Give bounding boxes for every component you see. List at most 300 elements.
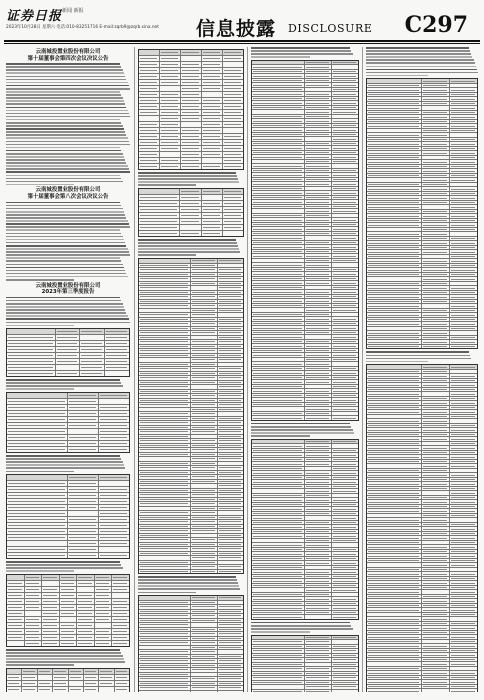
table-cell [332,471,358,475]
table-cell [25,605,43,610]
text-line [6,379,120,381]
table-cell [332,385,358,389]
table-cell [305,263,332,267]
table-cell [422,550,450,554]
table-cell [218,664,244,668]
table-cell [218,677,244,681]
table-cell [422,273,450,277]
table-cell [332,407,358,411]
table-cell [367,250,422,254]
table-cell [332,308,358,312]
table-cell [332,254,358,258]
table-cell [252,200,305,204]
table-cell [99,687,114,692]
text-line [6,254,130,256]
table-cell [422,509,450,513]
table-cell [305,467,332,471]
table-cell [139,525,191,529]
table-cell [139,363,191,367]
table-cell [450,428,477,432]
table-cell [139,547,191,551]
table-cell [367,689,422,692]
table-cell [115,681,129,686]
table-cell [68,393,99,398]
table-cell [105,359,129,364]
table-cell [305,588,332,592]
table-cell [191,309,218,313]
table-cell [69,687,84,692]
table-cell [305,516,332,520]
table-cell [218,623,244,627]
table-cell [60,611,78,616]
table-cell [7,669,22,674]
table-cell [305,200,332,204]
table-cell [139,493,191,497]
table-cell [252,133,305,137]
table-cell [160,92,181,97]
table-cell [191,480,218,484]
table-cell [367,138,422,142]
table-cell [367,500,422,504]
table-cell [191,336,218,340]
table-row [7,371,129,376]
table-cell [422,649,450,653]
table-cell [56,329,81,334]
table-cell [332,349,358,353]
text-line [6,306,124,308]
table-cell [332,376,358,380]
table-cell [422,617,450,621]
text-line [6,257,120,259]
text-line [6,175,120,177]
report-table-4 [6,574,130,647]
table-cell [56,335,81,340]
table-cell [181,164,202,169]
brand-tagline: 新闻 新报 [62,8,84,14]
table-cell [367,532,422,536]
table-cell [332,462,358,466]
table-cell [422,433,450,437]
table-cell [422,345,450,349]
table-cell [223,225,243,230]
table-cell [367,509,422,513]
table-cell [305,676,332,680]
table-cell [332,566,358,570]
table-cell [7,347,56,352]
table-cell [450,309,477,313]
table-cell [422,518,450,522]
table-cell [191,682,218,686]
table-cell [139,122,160,127]
table-cell [422,309,450,313]
table-cell [191,358,218,362]
table-cell [95,605,113,610]
table-cell [332,209,358,213]
table-cell [139,668,191,672]
table-cell [139,259,191,263]
table-cell [252,489,305,493]
table-cell [139,327,191,331]
table-cell [191,268,218,272]
table-cell [139,484,191,488]
table-cell [367,491,422,495]
table-cell [42,623,60,628]
table-cell [305,187,332,191]
text-line [6,664,74,666]
text-line [138,239,236,241]
table-cell [450,383,477,387]
balance-sheet-table-cont [138,595,244,692]
table-cell [56,347,81,352]
table-cell [60,617,78,622]
table-cell [305,218,332,222]
table-cell [7,675,22,680]
table-cell [367,318,422,322]
table-cell [332,561,358,565]
table-cell [367,169,422,173]
table-cell [191,340,218,344]
table-cell [252,597,305,601]
table-cell [68,399,99,404]
table-cell [367,102,422,106]
table-cell [7,353,56,358]
table-cell [202,146,223,151]
table-cell [80,359,105,364]
table-cell [160,80,181,85]
text-line [251,429,353,431]
table-cell [7,417,68,422]
table-cell [367,174,422,178]
table-cell [191,570,218,574]
table-cell [332,412,358,416]
table-cell [305,290,332,294]
text-line [6,63,120,65]
table-cell [252,358,305,362]
table-cell [139,207,180,212]
table-cell [422,120,450,124]
table-cell [422,210,450,214]
table-cell [332,299,358,303]
table-cell [181,158,202,163]
text-line [6,97,123,99]
table-cell [181,50,202,55]
table-cell [218,358,244,362]
text-line [6,233,121,235]
table-cell [450,644,477,648]
table-cell [332,115,358,119]
table-cell [252,557,305,561]
table-cell [218,264,244,268]
table-cell [422,295,450,299]
table-cell [99,487,129,492]
table-cell [139,140,160,145]
table-cell [139,277,191,281]
table-cell [191,511,218,515]
table-cell [252,340,305,344]
table-cell [105,353,129,358]
table-cell [202,201,223,206]
table-cell [450,124,477,128]
table-cell [450,658,477,662]
text-line [6,214,125,216]
table-cell [367,246,422,250]
table-cell [56,365,81,370]
table-cell [450,460,477,464]
table-cell [422,201,450,205]
table-cell [223,122,243,127]
table-cell [367,165,422,169]
table-cell [191,538,218,542]
table-cell [450,662,477,666]
table-cell [305,61,332,65]
table-cell [305,534,332,538]
table-cell [160,152,181,157]
table-cell [139,596,191,600]
table-cell [422,322,450,326]
table-cell [422,178,450,182]
table-cell [332,645,358,649]
table-cell [99,547,129,552]
table-cell [332,636,358,640]
table-cell [450,446,477,450]
table-cell [305,640,332,644]
table-cell [25,593,43,598]
text-line [6,147,120,149]
table-cell [99,399,129,404]
table-cell [332,97,358,101]
table-cell [99,529,129,534]
table-cell [191,637,218,641]
table-cell [450,419,477,423]
table-cell [139,110,160,115]
table-cell [139,655,191,659]
table-cell [367,671,422,675]
table-cell [422,473,450,477]
table-cell [252,97,305,101]
table-cell [367,313,422,317]
table-cell [218,399,244,403]
table-cell [252,467,305,471]
table-cell [25,617,43,622]
table-cell [367,160,422,164]
table-cell [305,205,332,209]
table-cell [422,401,450,405]
text-line [138,181,239,183]
table-cell [218,376,244,380]
table-cell [223,195,243,200]
text-line [6,315,128,317]
table-cell [68,423,99,428]
table-cell [95,623,113,628]
table-cell [99,535,129,540]
table-cell [68,529,99,534]
table-cell [223,201,243,206]
table-cell [367,599,422,603]
table-cell [252,658,305,662]
table-cell [305,575,332,579]
cashflow-table [366,78,478,349]
table-cell [332,92,358,96]
table-cell [7,681,22,686]
table-cell [332,498,358,502]
table-cell [252,552,305,556]
table-cell [305,498,332,502]
table-cell [367,631,422,635]
table-cell [139,565,191,569]
table-cell [367,286,422,290]
table-cell [450,228,477,232]
table-cell [191,300,218,304]
table-cell [7,475,68,480]
text-line [6,382,121,384]
table-cell [450,622,477,626]
table-cell [139,677,191,681]
table-cell [69,681,84,686]
table-cell [450,442,477,446]
table-cell [42,593,60,598]
table-cell [422,437,450,441]
table-cell [252,263,305,267]
table-cell [223,128,243,133]
table-cell [22,669,37,674]
table-cell [305,277,332,281]
table-cell [25,599,43,604]
table-cell [139,50,160,55]
table-cell [305,304,332,308]
table-cell [252,649,305,653]
table-cell [332,516,358,520]
table-cell [99,417,129,422]
table-cell [223,56,243,61]
table-cell [450,671,477,675]
table-cell [7,441,68,446]
table-cell [252,362,305,366]
text-line [6,267,124,269]
table-cell [422,214,450,218]
table-cell [305,579,332,583]
table-cell [252,579,305,583]
table-cell [7,605,25,610]
table-cell [139,421,191,425]
table-cell [139,313,191,317]
table-cell [367,626,422,630]
table-cell [139,632,191,636]
table-cell [139,273,191,277]
table-cell [252,83,305,87]
table-cell [252,308,305,312]
table-cell [218,390,244,394]
table-cell [305,182,332,186]
table-cell [367,523,422,527]
text-line [6,661,125,663]
table-cell [191,291,218,295]
table-cell [139,511,191,515]
table-cell [367,676,422,680]
table-cell [367,437,422,441]
table-cell [139,394,191,398]
table-cell [139,399,191,403]
table-cell [367,563,422,567]
table-cell [305,178,332,182]
table-cell [7,505,68,510]
table-cell [191,619,218,623]
table-cell [305,340,332,344]
table-cell [305,160,332,164]
table-cell [112,605,129,610]
text-line [6,312,126,314]
table-cell [367,410,422,414]
table-cell [422,640,450,644]
table-cell [112,587,129,592]
table-cell [191,349,218,353]
table-cell [305,308,332,312]
table-cell [25,611,43,616]
table-cell [252,548,305,552]
table-cell [139,534,191,538]
table-cell [450,559,477,563]
table-cell [191,547,218,551]
table-cell [332,106,358,110]
table-cell [305,690,332,692]
table-cell [422,658,450,662]
table-cell [218,628,244,632]
text-line [138,248,239,250]
table-cell [68,435,99,440]
table-cell [305,494,332,498]
table-cell [305,223,332,227]
table-cell [332,290,358,294]
table-cell [218,475,244,479]
table-cell [181,80,202,85]
table-cell [332,191,358,195]
text-line [6,388,74,390]
table-cell [7,329,56,334]
table-cell [367,210,422,214]
table-cell [305,503,332,507]
table-cell [95,599,113,604]
table-cell [139,605,191,609]
table-cell [56,341,81,346]
table-cell [223,207,243,212]
table-cell [450,255,477,259]
text-line [6,85,129,87]
table-cell [191,686,218,690]
section-title: 信息披露 [196,18,277,40]
table-cell [252,259,305,263]
table-cell [7,371,56,376]
table-cell [191,282,218,286]
table-cell [252,344,305,348]
table-cell [105,347,129,352]
table-cell [112,581,129,586]
table-cell [252,412,305,416]
table-cell [7,411,68,416]
table-cell [422,464,450,468]
table-cell [450,437,477,441]
table-cell [202,189,223,194]
table-cell [332,295,358,299]
table-cell [218,637,244,641]
table-cell [42,635,60,640]
table-cell [7,481,68,486]
table-cell [422,142,450,146]
table-cell [22,687,37,692]
table-cell [305,331,332,335]
text-line [138,242,237,244]
table-cell [332,133,358,137]
table-cell [450,138,477,142]
table-cell [332,458,358,462]
